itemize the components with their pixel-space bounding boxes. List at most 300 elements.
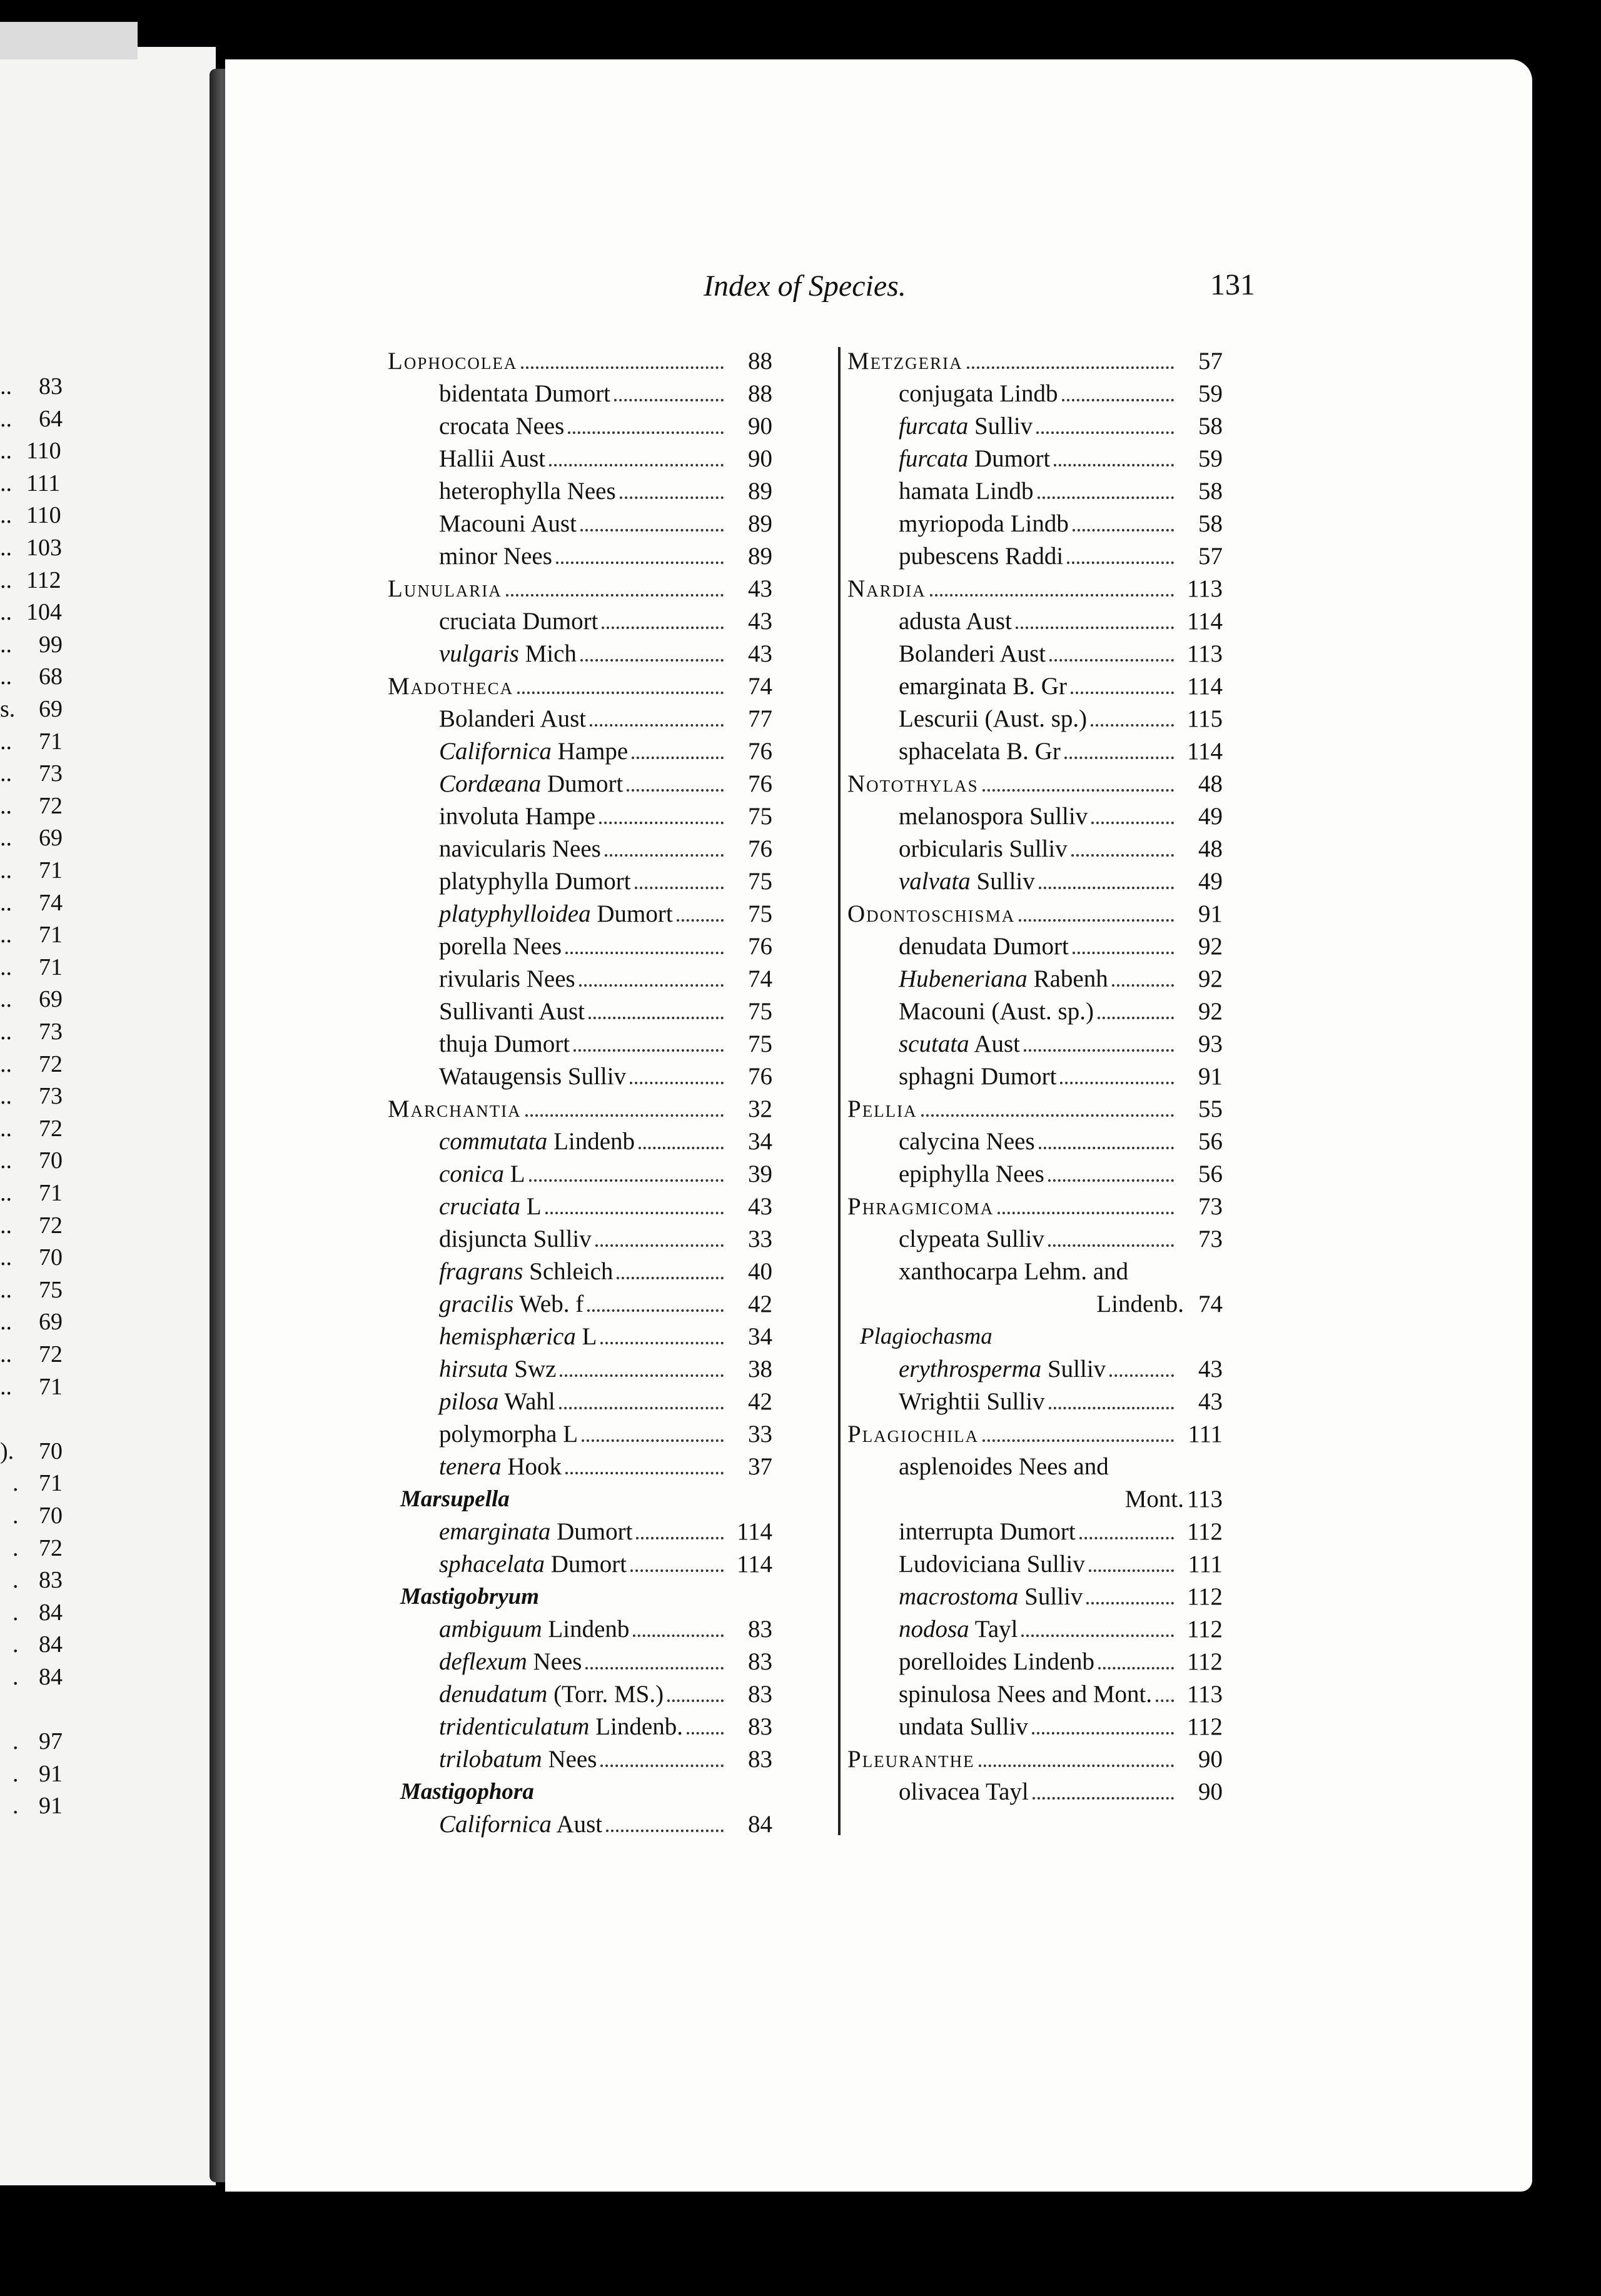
leader-fragment: .. (0, 1083, 12, 1110)
species-author: Dumort (557, 1518, 633, 1545)
page-ref: 73 (39, 1019, 63, 1045)
genus-name: Lophocolea (388, 348, 518, 375)
dot-leader (588, 1017, 724, 1019)
page-ref: 70 (39, 1147, 63, 1174)
leader-fragment: . (13, 1503, 19, 1529)
index-entry-species (847, 410, 1223, 443)
dot-leader (1091, 822, 1174, 824)
dot-leader (1032, 1732, 1174, 1735)
page-ref: 110 (26, 502, 61, 529)
species-author: L (526, 1193, 542, 1220)
leader-fragment: .. (0, 1212, 12, 1239)
species-label (439, 378, 610, 410)
species-author: Sulliv (1029, 803, 1088, 830)
index-entry-genus (847, 1191, 1223, 1223)
index-entry-species (847, 1125, 1223, 1158)
dot-leader (1079, 1537, 1174, 1539)
species-label (439, 1321, 597, 1353)
page-ref: 88 (748, 348, 772, 375)
species-author: Aust (556, 1811, 603, 1838)
species-label (899, 1678, 1152, 1711)
leader-fragment: .. (0, 792, 12, 819)
species-author: Nees (567, 478, 616, 505)
species-label (439, 1678, 664, 1711)
species-label (439, 1125, 635, 1158)
dot-leader (559, 1407, 724, 1409)
index-entry-species (847, 378, 1223, 410)
leader-fragment: .. (0, 405, 12, 432)
page-ref: 76 (748, 738, 772, 765)
page-ref: 84 (39, 1599, 63, 1626)
species-epithet: furcata (899, 413, 969, 440)
leader-fragment: .. (0, 566, 12, 593)
page-ref: 84 (39, 1664, 63, 1690)
page-ref: 71 (39, 728, 63, 755)
dot-leader (1049, 659, 1174, 662)
species-epithet: Wrightii (899, 1388, 981, 1415)
page-ref: 72 (39, 1341, 63, 1367)
page-ref: 69 (39, 1309, 63, 1336)
species-author: Rabenh (1033, 965, 1108, 992)
page-ref: 70 (39, 1503, 63, 1529)
species-author: Sulliv (976, 868, 1035, 895)
index-entry-species (847, 1678, 1223, 1711)
species-author: Dumort (547, 770, 624, 797)
author-continuation: Mont. (1124, 1486, 1184, 1513)
species-author: Nees (503, 543, 552, 570)
index-column-left (388, 345, 772, 1841)
species-label (439, 1548, 627, 1581)
leader-fragment: . (13, 1631, 19, 1658)
index-entry-species (388, 963, 772, 995)
dot-leader (556, 561, 724, 564)
species-label (899, 1223, 1044, 1256)
page-ref: 71 (39, 857, 63, 884)
dot-leader (1048, 1244, 1174, 1247)
species-epithet: cruciata (439, 1193, 520, 1220)
page-ref: 114 (1186, 608, 1223, 635)
species-author: (Aust. sp.) (991, 998, 1094, 1025)
index-entry-genus (847, 1321, 1223, 1353)
species-epithet: rivularis (439, 965, 520, 992)
dot-leader (636, 1537, 724, 1539)
dot-leader (521, 366, 724, 369)
page-ref: 83 (748, 1681, 772, 1708)
index-entry-genus (847, 1418, 1223, 1451)
index-entry-species (847, 1776, 1223, 1808)
dot-leader (600, 1342, 724, 1344)
species-epithet: emarginata (899, 673, 1007, 700)
index-entry-species (847, 703, 1223, 735)
species-author: L (510, 1161, 525, 1187)
species-epithet: bidentata (439, 380, 528, 407)
dot-leader (585, 1667, 724, 1669)
species-author: (Aust. sp.) (984, 705, 1088, 732)
species-epithet: hamata (899, 478, 969, 505)
page-ref: 112 (26, 566, 61, 593)
species-label (899, 1711, 1028, 1743)
species-author: Sulliv (974, 413, 1033, 440)
species-author: Wahl (504, 1388, 555, 1415)
leader-fragment: .. (0, 1147, 12, 1174)
page-ref: 76 (748, 933, 772, 960)
page-ref: 113 (1186, 640, 1223, 667)
page-ref: 112 (1186, 1648, 1223, 1675)
genus-name: Pellia (847, 1095, 917, 1122)
species-label (439, 508, 577, 540)
page-ref: 68 (39, 663, 63, 690)
species-epithet: sphacelata (439, 1551, 545, 1578)
page-ref: 70 (39, 1244, 63, 1271)
species-epithet: pilosa (439, 1388, 499, 1415)
leader-fragment: .. (0, 857, 12, 884)
species-epithet: denudatum (439, 1681, 548, 1708)
index-entry-species (388, 995, 772, 1028)
species-label (899, 1581, 1083, 1613)
leader-fragment: .. (0, 760, 12, 787)
index-entry-species (847, 1548, 1223, 1581)
species-author: Dumort (974, 445, 1051, 472)
page-ref: 74 (748, 965, 772, 992)
species-author: Dumort (597, 900, 673, 927)
species-label (439, 768, 623, 800)
page-ref: 56 (1198, 1161, 1223, 1187)
species-author: B. Gr (1006, 738, 1061, 765)
page-number: 131 (1210, 268, 1255, 301)
page-ref: 71 (39, 1373, 63, 1400)
species-label (439, 865, 631, 898)
species-epithet: Hallii (439, 445, 495, 472)
species-epithet: undata (899, 1713, 964, 1740)
dot-leader (1054, 464, 1174, 466)
page-ref: 33 (748, 1226, 772, 1252)
page-ref: 39 (748, 1161, 772, 1187)
index-entry-species (388, 475, 772, 508)
dot-leader (506, 594, 724, 597)
species-author: Lindenb. (595, 1713, 683, 1740)
index-entry-species (847, 1646, 1223, 1678)
page-ref: 58 (1198, 510, 1223, 537)
leader-fragment: .. (0, 825, 12, 852)
dot-leader (1071, 692, 1174, 694)
leader-fragment: . (13, 1470, 19, 1497)
page-ref: 91 (39, 1793, 63, 1820)
page-ref: 114 (736, 1518, 772, 1545)
dot-leader (1112, 984, 1174, 987)
species-label (899, 638, 1046, 670)
page-ref: 97 (39, 1728, 63, 1755)
species-author: Nees (986, 1128, 1035, 1155)
page-ref: 112 (1186, 1583, 1223, 1610)
species-epithet: tenera (439, 1453, 502, 1480)
dot-leader (1038, 496, 1174, 499)
species-label (439, 1256, 613, 1288)
page-ref: 42 (748, 1388, 772, 1415)
species-label (899, 1548, 1085, 1581)
species-epithet: tridenticulatum (439, 1713, 590, 1740)
index-entry-species (388, 605, 772, 638)
dot-leader (930, 594, 1174, 597)
dot-leader (529, 1179, 724, 1182)
page-ref: 75 (748, 803, 772, 830)
page-ref: 111 (26, 470, 61, 496)
page-ref: 37 (748, 1453, 772, 1480)
dot-leader (1039, 1147, 1174, 1149)
genus-name: Madotheca (388, 673, 514, 700)
species-label (439, 410, 564, 443)
species-author: Lindb (1010, 510, 1069, 537)
species-epithet: scutata (899, 1030, 969, 1057)
species-epithet: Bolanderi (899, 640, 995, 667)
species-label (439, 1288, 583, 1321)
index-entry-species (388, 410, 772, 443)
species-epithet: sphacelata (899, 738, 1001, 765)
genus-name: Marsupella (400, 1486, 510, 1512)
species-label (439, 1353, 556, 1386)
dot-leader (979, 1765, 1174, 1767)
species-author: Lindenb (553, 1128, 635, 1155)
species-epithet: epiphylla (899, 1161, 990, 1187)
page-ref: 90 (748, 445, 772, 472)
species-label (439, 995, 585, 1028)
index-entry-species (847, 1581, 1223, 1613)
page-ref: 112 (1186, 1518, 1223, 1545)
species-label (439, 833, 601, 865)
page-ref: 115 (1186, 705, 1223, 732)
species-label (899, 378, 1058, 410)
dot-leader (600, 1765, 724, 1767)
species-label (439, 1223, 592, 1256)
species-label (899, 930, 1069, 963)
species-author: Sulliv (533, 1226, 592, 1252)
page-ref: 72 (39, 1115, 63, 1142)
dot-leader (1073, 529, 1174, 531)
previous-page-strip (0, 47, 216, 2185)
species-author: Tayl (985, 1778, 1029, 1805)
dot-leader (1049, 1407, 1174, 1409)
species-author: Sulliv (567, 1063, 627, 1090)
species-label (439, 1743, 597, 1776)
page-ref: 73 (1198, 1226, 1223, 1252)
species-epithet: Sullivanti (439, 998, 534, 1025)
leader-fragment: .. (0, 1373, 12, 1400)
page-ref: 49 (1198, 803, 1223, 830)
index-entry-species (388, 703, 772, 735)
dot-leader (1109, 1374, 1174, 1377)
index-entry-species (847, 800, 1223, 833)
species-epithet: denudata (899, 933, 987, 960)
index-entry-species (847, 1158, 1223, 1191)
page-ref: 84 (748, 1811, 772, 1838)
dot-leader (1073, 952, 1174, 954)
page-ref: 70 (39, 1438, 63, 1464)
page-ref: 72 (39, 1534, 63, 1561)
page-ref: 57 (1198, 543, 1223, 570)
species-label (439, 1451, 562, 1483)
index-entry-species (847, 638, 1223, 670)
page-ref: 57 (1198, 348, 1223, 375)
page-ref: 93 (1198, 1030, 1223, 1057)
index-entry-species (847, 1451, 1223, 1483)
index-entry-species (847, 1711, 1223, 1743)
dot-leader (1036, 431, 1174, 434)
column-divider (838, 347, 841, 1835)
leader-fragment: .. (0, 599, 12, 626)
index-entry-species (847, 1060, 1223, 1093)
index-entry-species (388, 1808, 772, 1841)
species-epithet: Californica (439, 1811, 552, 1838)
page-ref: 91 (39, 1760, 63, 1787)
species-label (439, 1613, 629, 1646)
species-author: Aust (530, 510, 577, 537)
species-label (439, 1028, 570, 1060)
species-label (439, 605, 598, 638)
dot-leader (590, 724, 724, 727)
dot-leader (1019, 919, 1174, 922)
genus-name: Lunularia (388, 575, 502, 602)
dot-leader (579, 984, 724, 987)
index-entry-species (388, 443, 772, 475)
species-author: Dumort (534, 380, 611, 407)
species-label (439, 703, 586, 735)
page-ref: 43 (1198, 1356, 1223, 1382)
species-epithet: commutata (439, 1128, 548, 1155)
leader-fragment: .. (0, 1276, 12, 1303)
leader-fragment: .. (0, 1244, 12, 1271)
species-author: Sulliv (969, 1713, 1028, 1740)
species-author: Dumort (999, 1518, 1076, 1545)
species-author: Sulliv (1026, 1551, 1085, 1578)
page-ref: 71 (39, 1470, 63, 1497)
species-label (439, 735, 628, 768)
page-ref: 72 (39, 792, 63, 819)
species-author: Schleich (529, 1258, 614, 1285)
leader-fragment: .. (0, 1341, 12, 1367)
species-label (899, 1613, 1018, 1646)
index-entry-species (388, 1288, 772, 1321)
genus-name: Plagiochasma (860, 1324, 992, 1349)
leader-fragment: .. (0, 889, 12, 916)
species-author: Aust (974, 1030, 1020, 1057)
leader-fragment: .. (0, 438, 12, 465)
species-author: Aust (540, 705, 587, 732)
species-epithet: hemisphærica (439, 1323, 576, 1350)
species-epithet: sphagni (899, 1063, 975, 1090)
page-ref: 58 (1198, 478, 1223, 505)
index-entry-species (388, 1711, 772, 1743)
page-ref: 43 (1198, 1388, 1223, 1415)
index-entry-genus (388, 1093, 772, 1125)
species-label (439, 930, 562, 963)
dot-leader (921, 1114, 1174, 1117)
page-ref: 84 (39, 1631, 63, 1658)
species-label (439, 1516, 632, 1548)
page-ref: 89 (748, 478, 772, 505)
species-label (899, 963, 1108, 995)
species-epithet: vulgaris (439, 640, 519, 667)
index-entry-species (388, 1613, 772, 1646)
dot-leader (1098, 1017, 1174, 1019)
dot-leader (606, 1830, 724, 1832)
species-author: Raddi (1005, 543, 1064, 570)
index-entry-genus (847, 345, 1223, 378)
species-epithet: Bolanderi (439, 705, 535, 732)
species-epithet: trilobatum (439, 1746, 542, 1773)
dot-leader (1039, 887, 1174, 889)
index-entry-species (847, 605, 1223, 638)
page-ref: 76 (748, 1063, 772, 1090)
page-ref: 56 (1198, 1128, 1223, 1155)
genus-name: Phragmicoma (847, 1193, 994, 1220)
dot-leader (595, 1244, 724, 1247)
page-ref: 43 (748, 608, 772, 635)
page-ref: 73 (39, 1083, 63, 1110)
species-author: Aust (499, 445, 546, 472)
species-label (439, 800, 595, 833)
author-continuation: Lindenb. (1096, 1291, 1184, 1317)
page-ref: 71 (39, 954, 63, 980)
species-label (899, 800, 1088, 833)
index-entry-species (388, 1223, 772, 1256)
index-entry-species (388, 1321, 772, 1353)
page-ref: 113 (1186, 1486, 1223, 1513)
index-entry-species (847, 1223, 1223, 1256)
leader-fragment: . (13, 1760, 19, 1787)
species-author: Dumort (550, 1551, 627, 1578)
species-author: B. Gr (1013, 673, 1067, 700)
leader-fragment: .. (0, 631, 12, 658)
species-author: Hampe (557, 738, 629, 765)
index-entry-species (847, 833, 1223, 865)
species-epithet: macrostoma (899, 1583, 1019, 1610)
species-label (899, 1516, 1076, 1548)
species-author: Mich (525, 640, 577, 667)
species-epithet: erythrosperma (899, 1356, 1042, 1382)
species-epithet: Cordæana (439, 770, 542, 797)
index-entry-continuation (847, 1483, 1223, 1516)
species-author: Swz (514, 1356, 557, 1382)
page-ref: 59 (1198, 380, 1223, 407)
genus-name: Mastigobryum (400, 1584, 540, 1609)
species-author: Nees (515, 413, 565, 440)
species-epithet: deflexum (439, 1648, 527, 1675)
index-entry-genus (388, 573, 772, 605)
leader-fragment: . (13, 1793, 19, 1820)
species-label (899, 1451, 1109, 1483)
index-entry-species (847, 670, 1223, 703)
species-label (899, 475, 1034, 508)
page-ref: 77 (748, 705, 772, 732)
page-ref: 76 (748, 770, 772, 797)
leader-fragment: .. (0, 1050, 12, 1077)
page-ref: 72 (39, 1212, 63, 1239)
index-entry-species (388, 1678, 772, 1711)
index-entry-species (388, 1028, 772, 1060)
species-label (439, 1418, 578, 1451)
page-ref: 83 (748, 1648, 772, 1675)
species-author: Nees (995, 1161, 1044, 1187)
dot-leader (1033, 1797, 1174, 1800)
species-label (899, 1125, 1035, 1158)
dot-leader (605, 854, 724, 857)
leader-fragment: .. (0, 663, 12, 690)
index-entry-genus (388, 345, 772, 378)
species-epithet: xanthocarpa (899, 1258, 1018, 1285)
index-entry-species (388, 540, 772, 573)
species-label (439, 898, 673, 930)
genus-name: Notothylas (847, 770, 979, 797)
page-ref: 89 (748, 543, 772, 570)
